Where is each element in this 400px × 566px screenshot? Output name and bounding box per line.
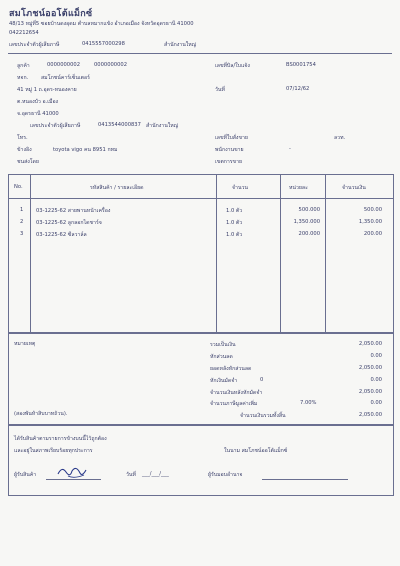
- summary-value: 2,050.00: [358, 412, 382, 418]
- invoice-no-label: เลขที่บิล/ใบแจ้ง: [215, 63, 250, 69]
- divider: [8, 53, 392, 54]
- company-phone: 042212654: [9, 30, 39, 36]
- summary-label: จำนวนเงินหลังหักมัดจำ: [210, 390, 263, 396]
- col-header-no: No.: [14, 184, 23, 190]
- row-price: 500.000: [298, 207, 320, 213]
- summary-value: 2,050.00: [358, 341, 382, 347]
- invoice-no: BS0001754: [286, 62, 316, 68]
- row-price: 200.000: [298, 231, 320, 237]
- on-behalf-text: ในนาม สมโภชน์ออโต้แม็กซ์: [224, 448, 288, 454]
- receipt-text-1: ได้รับสินค้าตามรายการข้างบนนี้ไว้ถูกต้อง: [14, 436, 107, 442]
- customer-tax-label: เลขประจำตัวผู้เสียภาษี: [30, 123, 81, 129]
- summary-label: หักส่วนลด: [210, 354, 233, 360]
- shipped-by-label: ชนส่งโดย: [17, 159, 39, 165]
- company-tax-label: เลขประจำตัวผู้เสียภาษี: [9, 42, 60, 48]
- col-header-amount: จำนวนเงิน: [342, 185, 366, 191]
- row-qty: 1.0 ตัว: [226, 208, 243, 214]
- col-header-qty: จำนวน: [232, 185, 248, 191]
- row-price: 1,350.000: [293, 219, 320, 225]
- receive-date-value: ___/___/___: [142, 471, 169, 477]
- row-qty: 1.0 ตัว: [226, 220, 243, 226]
- summary-label: หักเงินมัดจำ: [210, 378, 238, 384]
- row-desc: 03-1225-62 สายพานหน้าเครื่อง: [36, 208, 111, 214]
- receiver-label: ผู้รับสินค้า: [14, 472, 37, 478]
- salesperson-label: พนักงานขาย: [215, 147, 244, 153]
- row-desc: 03-1225-62 ซีลวาล์ล: [36, 232, 87, 238]
- row-no: 3: [20, 231, 24, 237]
- row-no: 1: [20, 207, 24, 213]
- summary-label: รวมเป็นเงิน: [210, 342, 236, 348]
- col-divider: [30, 175, 31, 332]
- customer-address-1: 41 หมู่ 1 ถ.อุดร-หนองคาย: [17, 87, 77, 93]
- summary-label: ยอดหลังหักส่วนลด: [210, 366, 252, 372]
- customer-code: 0000000002: [47, 62, 81, 68]
- signature-line: [262, 479, 348, 480]
- summary-label: จำนวนภาษีมูลค่าเพิ่ม: [210, 401, 258, 407]
- reference-value: toyota vigo คน 8951 กทม: [53, 147, 118, 153]
- date-label: วันที่: [215, 87, 225, 93]
- row-qty: 1.0 ตัว: [226, 232, 243, 238]
- sales-order-label: เลขที่ใบสั่งขาย: [215, 135, 248, 141]
- customer-code2: 0000000002: [94, 62, 128, 68]
- customer-tax-branch: สำนักงานใหญ่: [146, 123, 179, 129]
- date-value: 07/12/62: [286, 86, 310, 92]
- col-header-price: หน่วยละ: [289, 185, 308, 191]
- summary-value: 0.00: [370, 377, 382, 383]
- summary-value: 2,050.00: [358, 365, 382, 371]
- receipt-text-2: และอยู่ในสภาพเรียบร้อยทุกประการ: [14, 448, 93, 454]
- summary-label: จำนวนเงินรวมทั้งสิ้น: [240, 413, 286, 419]
- customer-name: สมโภชน์คาร์เซ็นเตอร์: [41, 75, 90, 81]
- customer-code-label: ลูกค้า: [17, 63, 30, 69]
- customer-tax-id: 0413544000837: [98, 122, 141, 128]
- amount-in-words: (สองพันห้าสิบบาทถ้วน).: [14, 411, 68, 417]
- col-divider: [280, 175, 281, 332]
- col-header-desc: รหัสสินค้า / รายละเอียด: [90, 185, 144, 191]
- row-amount: 500.00: [363, 207, 382, 213]
- remark-label: หมายเหตุ: [14, 341, 36, 347]
- customer-address-3: จ.อุดรธานี 41000: [17, 111, 59, 117]
- sales-area-label: เขตการขาย: [215, 159, 243, 165]
- summary-value: 2,050.00: [358, 389, 382, 395]
- customer-tel-label: โทร.: [17, 135, 28, 141]
- row-amount: 1,350.00: [358, 219, 382, 225]
- reference-label: ข้างอิง: [17, 147, 32, 153]
- row-no: 2: [20, 219, 24, 225]
- receive-date-label: วันที่: [126, 472, 136, 478]
- credit-label: ลวท.: [334, 135, 346, 141]
- table-header-divider: [9, 198, 393, 199]
- company-branch: สำนักงานใหญ่: [164, 42, 197, 48]
- row-amount: 200.00: [363, 231, 382, 237]
- summary-value: 0.00: [370, 400, 382, 406]
- row-desc: 03-1225-62 ลูกลอกไดชาร์จ: [36, 220, 102, 226]
- customer-address-2: ต.หนองบัว อ.เมือง: [17, 99, 59, 105]
- col-divider: [216, 175, 217, 332]
- col-divider: [325, 175, 326, 332]
- company-name: สมโภชน์ออโต้แม็กซ์: [9, 9, 93, 19]
- summary-extra: 7.00%: [300, 400, 317, 406]
- summary-value: 0.00: [370, 353, 382, 359]
- signature-scribble-icon: [54, 462, 94, 482]
- authorized-label: ผู้รับมอบอำนาจ: [208, 472, 243, 478]
- customer-name-label: หจก.: [17, 75, 29, 81]
- company-address: 48/13 หมู่ที่5 ซอยบ้านดงอุดม ตำบลหมากแข้ง อำเภอเมือง จังหวัดอุดรธานี 41000: [9, 21, 194, 27]
- salesperson-value: -: [289, 146, 291, 152]
- summary-extra: 0: [260, 377, 264, 383]
- company-tax-id: 0415557000298: [82, 41, 125, 47]
